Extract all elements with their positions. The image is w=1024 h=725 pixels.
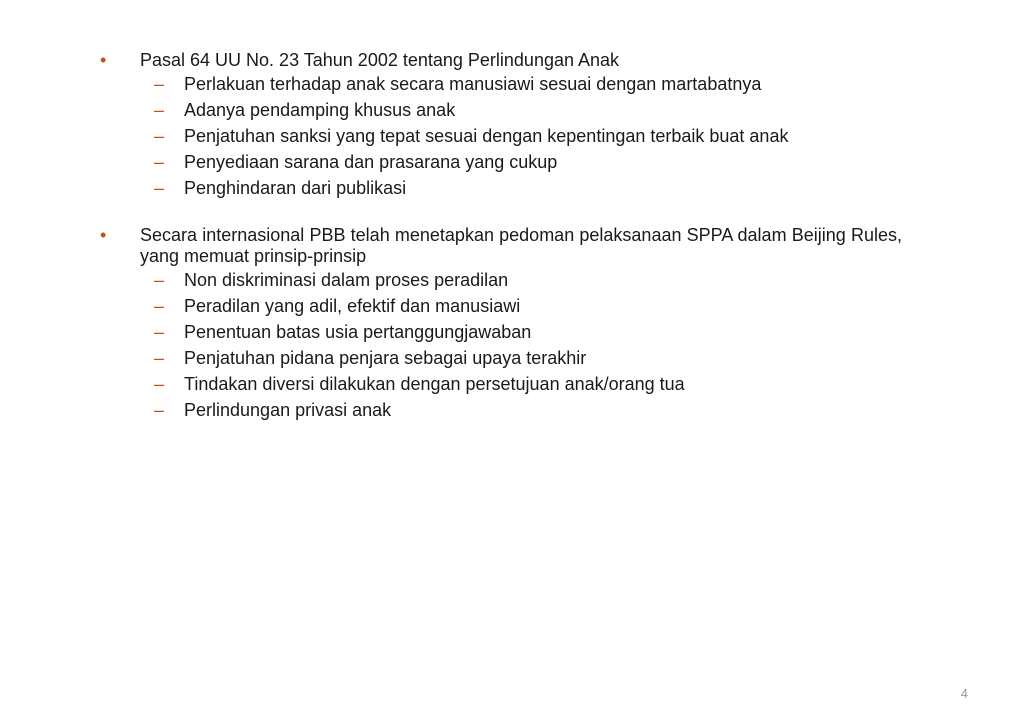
sub-list	[100, 267, 902, 423]
bullet-block-beijing-rules	[100, 225, 902, 423]
sub-list-item	[100, 371, 902, 397]
bullet-text: Secara internasional PBB telah menetapkan pedoman pelaksanaan SPPA dalam Beijing Rules, yang memuat prinsip-prinsip	[140, 225, 902, 266]
sub-list-item	[100, 267, 902, 293]
sub-list-item	[100, 397, 902, 423]
sub-item-text: Penghindaran dari publikasi	[184, 178, 407, 198]
sub-list-item	[100, 71, 902, 97]
sub-item-text: Penjatuhan sanksi yang tepat sesuai dengan kepentingan terbaik buat anak	[184, 126, 789, 146]
sub-item-text: Penjatuhan pidana penjara sebagai upaya terakhir	[184, 348, 587, 368]
sub-item-text: Adanya pendamping khusus anak	[184, 100, 456, 120]
sub-list	[100, 71, 902, 201]
sub-list-item	[100, 175, 902, 201]
sub-item-text: Perlindungan privasi anak	[184, 400, 392, 420]
sub-item-text: Peradilan yang adil, efektif dan manusiawi	[184, 296, 521, 316]
dash-icon: –	[154, 100, 165, 120]
sub-item-text: Perlakuan terhadap anak secara manusiawi sesuai dengan martabatnya	[184, 74, 762, 94]
dash-icon: –	[154, 374, 165, 394]
sub-list-item	[100, 149, 902, 175]
bullet-item	[100, 225, 902, 267]
sub-item-text: Tindakan diversi dilakukan dengan persetujuan anak/orang tua	[184, 374, 685, 394]
dash-icon: –	[154, 126, 165, 146]
bullet-block-pasal-64	[100, 50, 902, 201]
dash-icon: –	[154, 322, 165, 342]
sub-list-item	[100, 97, 902, 123]
slide-content	[100, 50, 902, 423]
sub-item-text: Penyediaan sarana dan prasarana yang cukup	[184, 152, 558, 172]
sub-list-item	[100, 319, 902, 345]
sub-item-text: Non diskriminasi dalam proses peradilan	[184, 270, 509, 290]
page-number: 4	[960, 686, 968, 701]
bullet-icon: •	[100, 225, 107, 245]
dash-icon: –	[154, 296, 165, 316]
sub-list-item	[100, 345, 902, 371]
bullet-icon: •	[100, 50, 107, 70]
bullet-item	[100, 50, 902, 71]
sub-list-item	[100, 293, 902, 319]
dash-icon: –	[154, 74, 165, 94]
dash-icon: –	[154, 152, 165, 172]
dash-icon: –	[154, 270, 165, 290]
dash-icon: –	[154, 400, 165, 420]
bullet-text: Pasal 64 UU No. 23 Tahun 2002 tentang Perlindungan Anak	[140, 50, 620, 70]
sub-item-text: Penentuan batas usia pertanggungjawaban	[184, 322, 532, 342]
sub-list-item	[100, 123, 902, 149]
dash-icon: –	[154, 178, 165, 198]
dash-icon: –	[154, 348, 165, 368]
